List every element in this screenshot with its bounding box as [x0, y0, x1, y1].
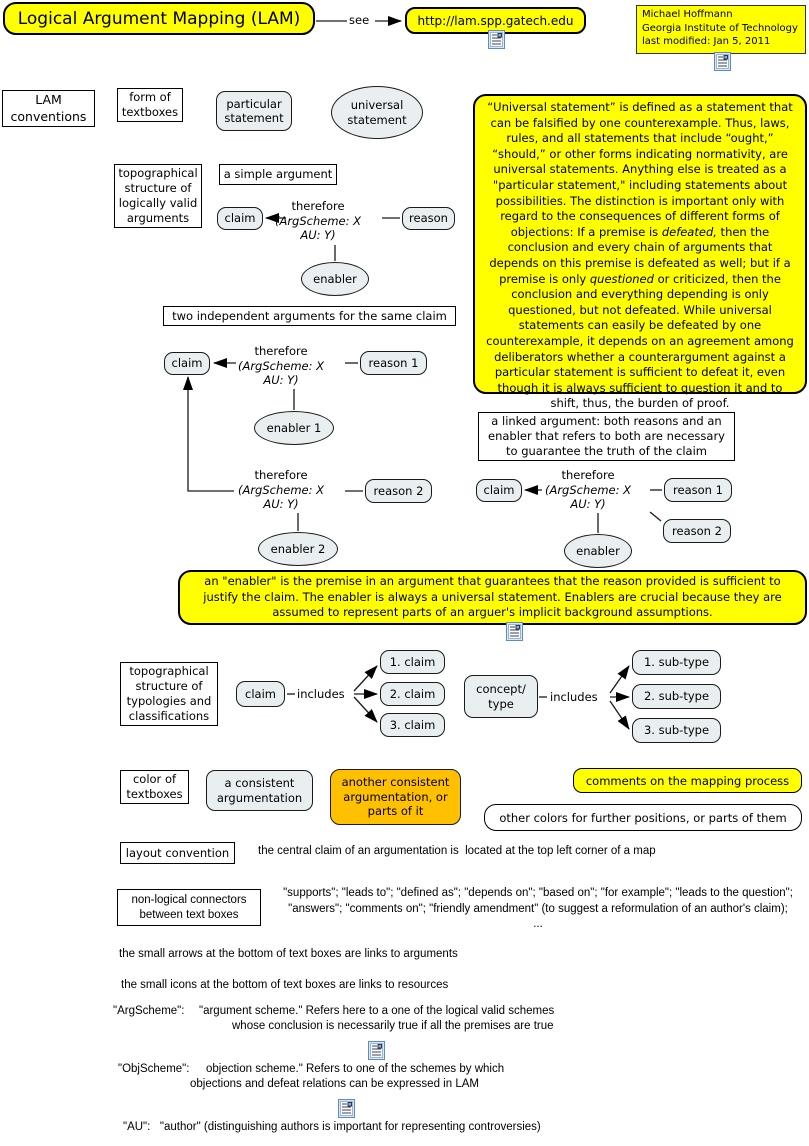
au-param: AU: Y) [300, 228, 336, 243]
author-box [636, 5, 806, 54]
claim-node-linked[interactable]: claim [476, 479, 522, 502]
comments-node[interactable]: comments on the mapping process [573, 768, 802, 793]
claim-1-node[interactable]: 1. claim [380, 650, 445, 674]
objscheme-definition-line2: objections and defeat relations can be expressed in LAM [190, 1078, 479, 1090]
enabler-node-linked[interactable]: enabler [564, 534, 632, 568]
other-colors-node[interactable]: other colors for further positions, or parts of them [484, 804, 802, 831]
small-icons-note: the small icons at the bottom of text boxes are links to resources [121, 979, 449, 991]
claim-node-typology[interactable]: claim [236, 681, 285, 707]
claim-3-node[interactable]: 3. claim [380, 713, 445, 737]
non-logical-connectors-list: "supports"; "leads to"; "defined as"; "depends on"; "based on"; "for example"; "leads to the question"; "answers"; "comments on"; "friendly amendment" (to suggest a reformulation of an author's claim); ... [283, 887, 793, 930]
includes-connector-label[interactable]: includes [297, 687, 345, 701]
universal-note-text: then the conclusion and every chain of arguments that depends on this premise is defeated as well; but if a premise is only [489, 224, 791, 286]
au-param: AU: Y) [263, 497, 299, 512]
resource-icon[interactable] [506, 622, 523, 645]
enabler-node-simple[interactable]: enabler [301, 262, 369, 296]
therefore-word: therefore [254, 468, 308, 482]
therefore-word: therefore [254, 344, 308, 358]
non-logical-connectors-label-box[interactable]: non-logical connectors between text boxes [117, 889, 261, 926]
argscheme-param: (ArgScheme: X [237, 358, 325, 373]
topographical-typologies-label-box[interactable]: topographical structure of typologies and classifications [120, 662, 218, 726]
therefore-word: therefore [561, 468, 615, 482]
objscheme-definition-line1: objection scheme." Refers to one of the schemes by which [206, 1063, 505, 1075]
concept-type-node[interactable]: concept/ type [464, 675, 538, 718]
reason-node-simple[interactable]: reason [402, 207, 455, 230]
reason2-node-two-args[interactable]: reason 2 [365, 479, 432, 503]
therefore-connector-label[interactable] [258, 199, 378, 243]
includes-connector-label[interactable]: includes [550, 690, 598, 704]
resource-icon[interactable] [368, 1041, 385, 1064]
au-param: AU: Y) [263, 373, 299, 388]
reason1-node-two-args[interactable]: reason 1 [360, 351, 427, 375]
simple-argument-label-box[interactable]: a simple argument [219, 164, 337, 185]
au-definition: "AU": "author" (distinguishing authors is important for representing controversies) [123, 1121, 541, 1133]
claim-node-simple[interactable]: claim [217, 207, 263, 230]
subtype-1-node[interactable]: 1. sub-type [632, 650, 721, 675]
argscheme-definition-line1: "argument scheme." Refers here to a one of the logical valid schemes [199, 1005, 555, 1017]
universal-note-text: “Universal statement” is defined as a statement that can be falsified by one counterexample. Thus, laws, rules, and all statements that include “ought,” “should,” or other forms indicating normativity, are universal statements. Anything else is treated as a "particular statement," including statements about possibilities. The distinction is important only with regard to the consequences of different forms of objections: If a premise is [487, 100, 793, 239]
see-link-label[interactable]: see [349, 13, 370, 27]
author-modified-date: last modified: Jan 5, 2011 [642, 36, 771, 47]
title-node[interactable]: Logical Argument Mapping (LAM) [3, 2, 315, 35]
lam-conventions-box[interactable]: LAM conventions [2, 90, 95, 127]
objscheme-term: "ObjScheme": [118, 1063, 190, 1075]
consistent-argumentation-node[interactable]: a consistent argumentation [206, 770, 313, 811]
topographical-arguments-label-box[interactable]: topographical structure of logically valid arguments [114, 164, 202, 228]
subtype-3-node[interactable]: 3. sub-type [632, 718, 721, 743]
universal-statement-note[interactable] [473, 94, 807, 411]
argscheme-param: (ArgScheme: X [544, 482, 632, 497]
au-param: AU: Y) [570, 497, 606, 512]
color-of-textboxes-label-box[interactable]: color of textboxes [120, 770, 189, 804]
author-affiliation: Georgia Institute of Technology [642, 22, 798, 34]
enabler1-node-two-args[interactable]: enabler 1 [254, 411, 334, 445]
enabler2-node-two-args[interactable]: enabler 2 [258, 532, 338, 566]
reason2-node-linked[interactable]: reason 2 [663, 519, 731, 543]
two-independent-arguments-label-box[interactable]: two independent arguments for the same claim [163, 306, 456, 326]
author-name: Michael Hoffmann [642, 9, 733, 20]
resource-icon[interactable] [714, 52, 731, 75]
linked-argument-note-box[interactable]: a linked argument: both reasons and an enabler that refers to both are necessary to guarantee the truth of the claim [478, 412, 735, 461]
url-node[interactable]: http://lam.spp.gatech.edu [405, 7, 586, 34]
argscheme-param: (ArgScheme: X [274, 213, 362, 228]
reason1-node-linked[interactable]: reason 1 [664, 478, 732, 502]
argscheme-definition-line2: whose conclusion is necessarily true if all the premises are true [232, 1020, 554, 1032]
resource-icon[interactable] [488, 30, 505, 53]
enabler-definition-note[interactable] [178, 570, 807, 625]
resource-icon[interactable] [338, 1099, 355, 1122]
claim-2-node[interactable]: 2. claim [380, 682, 445, 706]
layout-convention-text: the central claim of an argumentation is located at the top left corner of a map [258, 845, 656, 857]
argscheme-param: (ArgScheme: X [237, 482, 325, 497]
universal-note-text: or criticized, then the conclusion and everything depending is only questioned, but not defeated. While universal statements can easily be defeated by one counterexample, it depends on an agreement among deliberators whether a counterargument against a particular statement is sufficient to defeat it, even though it is always sufficient to question it and to shift, thus, the burden of proof. [486, 271, 794, 411]
therefore-connector-label[interactable] [528, 468, 648, 512]
universal-note-italic-questioned: questioned [589, 271, 654, 286]
another-argumentation-node[interactable]: another consistent argumentation, or parts of it [330, 769, 461, 825]
universal-note-italic-defeated: defeated, [661, 224, 717, 239]
claim-node-two-args[interactable]: claim [164, 352, 210, 375]
therefore-connector-label[interactable] [221, 468, 341, 512]
argscheme-term: "ArgScheme": [113, 1005, 185, 1017]
subtype-2-node[interactable]: 2. sub-type [632, 684, 721, 709]
small-arrows-note: the small arrows at the bottom of text boxes are links to arguments [119, 948, 458, 960]
universal-statement-node[interactable]: universal statement [331, 86, 423, 139]
form-of-textboxes-box[interactable]: form of textboxes [117, 88, 183, 122]
therefore-connector-label[interactable] [221, 344, 341, 388]
layout-convention-label-box[interactable]: layout convention [120, 842, 235, 864]
therefore-word: therefore [291, 199, 345, 213]
particular-statement-node[interactable]: particular statement [216, 91, 292, 131]
enabler-note-text: an "enabler" is the premise in an argument that guarantees that the reason provided is sufficient to justify the claim. The enabler is always a universal statement. Enablers are crucial because they are assumed to represent parts of an arguer's implicit background assumptions. [203, 574, 782, 620]
